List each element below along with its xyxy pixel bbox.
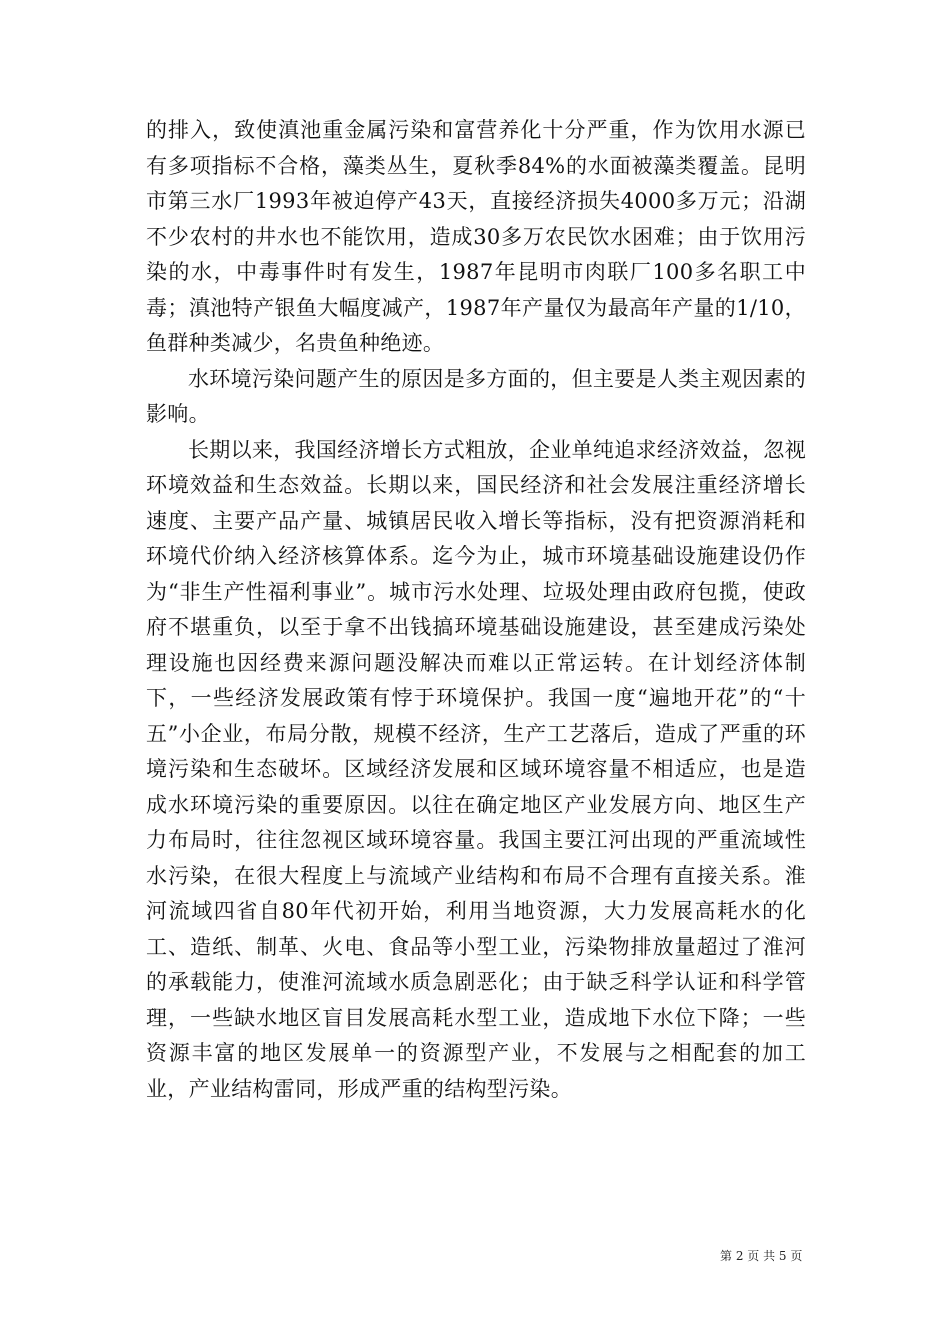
- paragraph-economic-causes: 长期以来，我国经济增长方式粗放，企业单纯追求经济效益，忽视环境效益和生态效益。长期以来，国民经济和社会发展注重经济增长速度、主要产品产量、城镇居民收入增长等指标，没有把资源消耗和环境代价纳入经济核算体系。迄今为止，城市环境基础设施建设仍作为“非生产性福利事业”。城市污水处理、垃圾处理由政府包揽，使政府不堪重负，以至于拿不出钱搞环境基础设施建设，甚至建成污染处理设施也因经费来源问题没解决而难以正常运转。在计划经济体制下，一些经济发展政策有悖于环境保护。我国一度“遍地开花”的“十五”小企业，布局分散，规模不经济，生产工艺落后，造成了严重的环境污染和生态破坏。区域经济发展和区域环境容量不相适应，也是造成水环境污染的重要原因。以往在确定地区产业发展方向、地区生产力布局时，往往忽视区域环境容量。我国主要江河出现的严重流域性水污染，在很大程度上与流域产业结构和布局不合理有直接关系。淮河流域四省自80年代初开始，利用当地资源，大力发展高耗水的化工、造纸、制革、火电、食品等小型工业，污染物排放量超过了淮河的承载能力，使淮河流域水质急剧恶化；由于缺乏科学认证和科学管理，一些缺水地区盲目发展高耗水型工业，造成地下水位下降；一些资源丰富的地区发展单一的资源型产业，不发展与之相配套的加工业，产业结构雷同，形成严重的结构型污染。: [146, 437, 806, 1101]
- paragraph-dianchi-pollution: 的排入，致使滇池重金属污染和富营养化十分严重，作为饮用水源已有多项指标不合格，藻类丛生，夏秋季84%的水面被藻类覆盖。昆明市第三水厂1993年被迫停产43天，直接经济损失4000多万元；沿湖不少农村的井水也不能饮用，造成30多万农民饮水困难；由于饮用污染的水，中毒事件时有发生，1987年昆明市肉联厂100多名职工中毒；滇池特产银鱼大幅度减产，1987年产量仅为最高年产量的1/10，鱼群种类减少，名贵鱼种绝迹。: [146, 118, 806, 355]
- paragraph-causes-intro: 水环境污染问题产生的原因是多方面的，但主要是人类主观因素的影响。: [146, 366, 806, 426]
- document-body: [146, 113, 806, 1107]
- page-number-footer: 第 2 页 共 5 页: [720, 1249, 803, 1263]
